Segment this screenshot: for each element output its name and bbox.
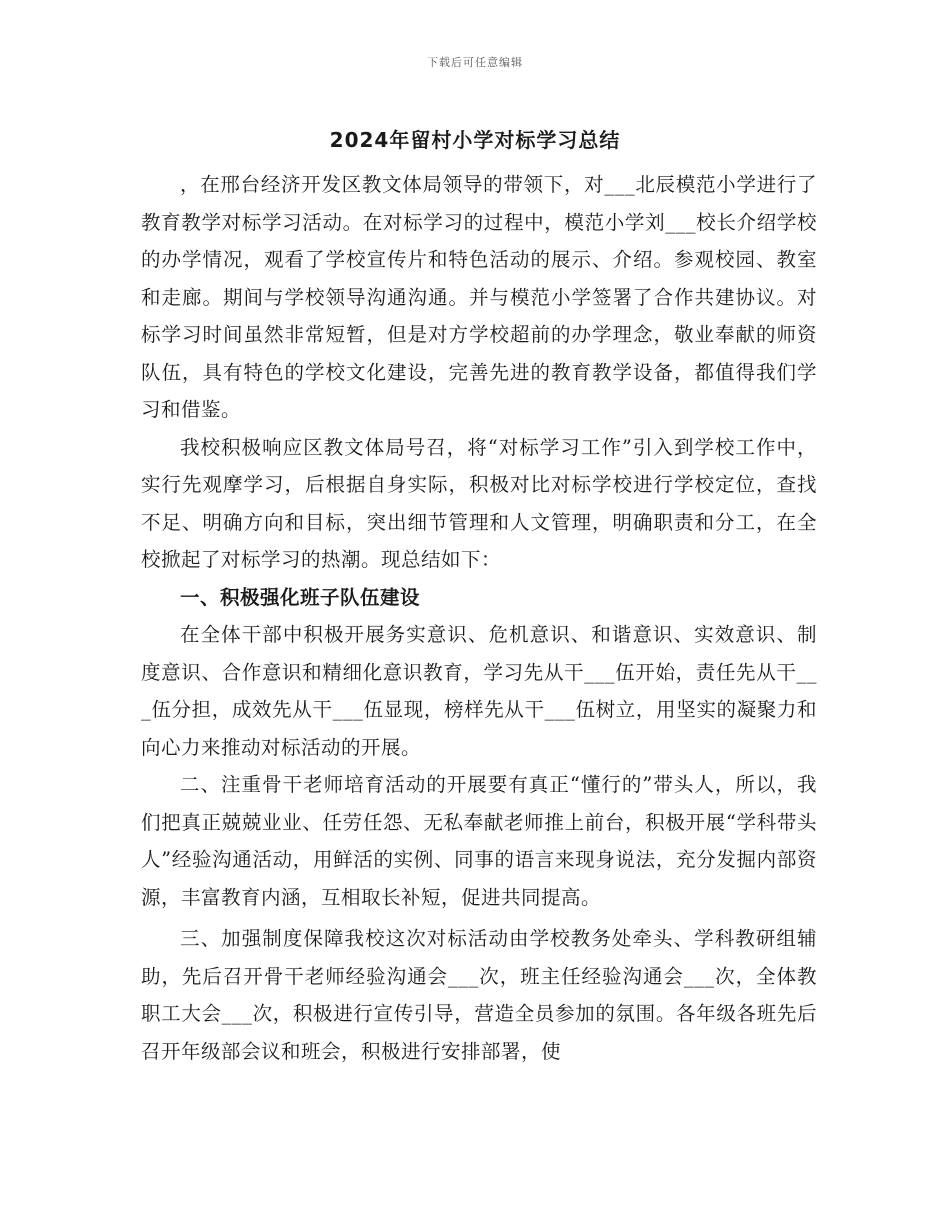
paragraph-overview: 我校积极响应区教文体局号召，将“对标学习工作”引入到学校工作中，实行先观摩学习，后根据自身实际，积极对比对标学校进行学校定位，查找不足、明确方向和目标，突出细节管理和人文管理，明确职责和分工，在全校掀起了对标学习的热潮。现总结如下： [141,435,817,571]
paragraph-section-2: 二、注重骨干老师培育活动的开展要有真正“懂行的”带头人，所以，我们把真正兢兢业业、任劳任怨、无私奉献老师推上前台，积极开展“学科带头人”经验沟通活动，用鲜活的实例、同事的语言来现身说法，充分发掘内部资源，丰富教育内涵，互相取长补短，促进共同提高。 [141,773,817,909]
paragraph-section-1: 在全体干部中积极开展务实意识、危机意识、和谐意识、实效意识、制度意识、合作意识和精细化意识教育，学习先从干___伍开始，责任先从干___伍分担，成效先从干___伍显现，榜样先从干___伍树立，用坚实的凝聚力和向心力来推动对标活动的开展。 [141,623,817,759]
section-heading-1: 一、积极强化班子队伍建设 [180,585,421,609]
header-note: 下载后可任意编辑 [427,56,523,69]
document-body [141,166,817,1070]
document-title: 2024年留村小学对标学习总结 [329,128,621,152]
paragraph-intro: ，在邢台经济开发区教文体局领导的带领下，对___北辰模范小学进行了教育教学对标学习活动。在对标学习的过程中，模范小学刘___校长介绍学校的办学情况，观看了学校宣传片和特色活动的展示、介绍。参观校园、教室和走廊。期间与学校领导沟通沟通。并与模范小学签署了合作共建协议。对标学习时间虽然非常短暂，但是对方学校超前的办学理念，敬业奉献的师资队伍，具有特色的学校文化建设，完善先进的教育教学设备，都值得我们学习和借鉴。 [141,173,817,421]
paragraph-section-3: 三、加强制度保障我校这次对标活动由学校教务处牵头、学科教研组辅助，先后召开骨干老师经验沟通会___次，班主任经验沟通会___次，全体教职工大会___次，积极进行宣传引导，营造全员参加的氛围。各年级各班先后召开年级部会议和班会，积极进行安排部署，使 [141,927,817,1063]
